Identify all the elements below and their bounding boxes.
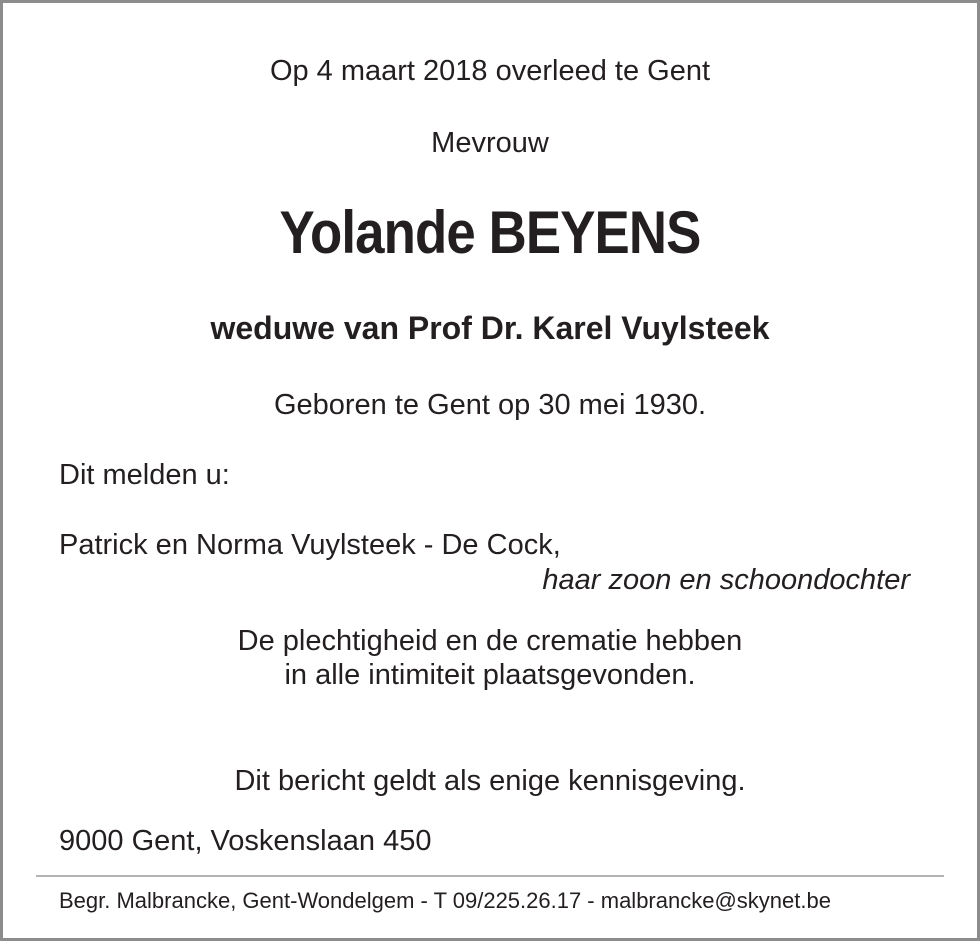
footer-divider (36, 875, 944, 877)
title-line: Mevrouw (431, 127, 549, 159)
ceremony-text (0, 624, 980, 692)
ceremony-line-2: in alle intimiteit plaatsgevonden. (284, 659, 696, 691)
family-line: Patrick en Norma Vuylsteek - De Cock, (59, 529, 561, 561)
birth-line: Geboren te Gent op 30 mei 1930. (273, 389, 707, 421)
deceased-name: Yolande BEYENS (279, 199, 701, 266)
announce-line: Dit melden u: (59, 459, 230, 491)
ceremony-line-1: De plechtigheid en de crematie hebben (237, 625, 743, 657)
closing-line: Dit bericht geldt als enige kennisgeving. (234, 765, 746, 797)
address-line: 9000 Gent, Voskenslaan 450 (59, 825, 432, 857)
spouse-line: weduwe van Prof Dr. Karel Vuylsteek (210, 310, 770, 346)
funeral-home-footer: Begr. Malbrancke, Gent-Wondelgem - T 09/225.26.17 - malbrancke@skynet.be (59, 888, 831, 913)
intro-line: Op 4 maart 2018 overleed te Gent (269, 55, 711, 87)
relation-line: haar zoon en schoondochter (542, 564, 910, 596)
